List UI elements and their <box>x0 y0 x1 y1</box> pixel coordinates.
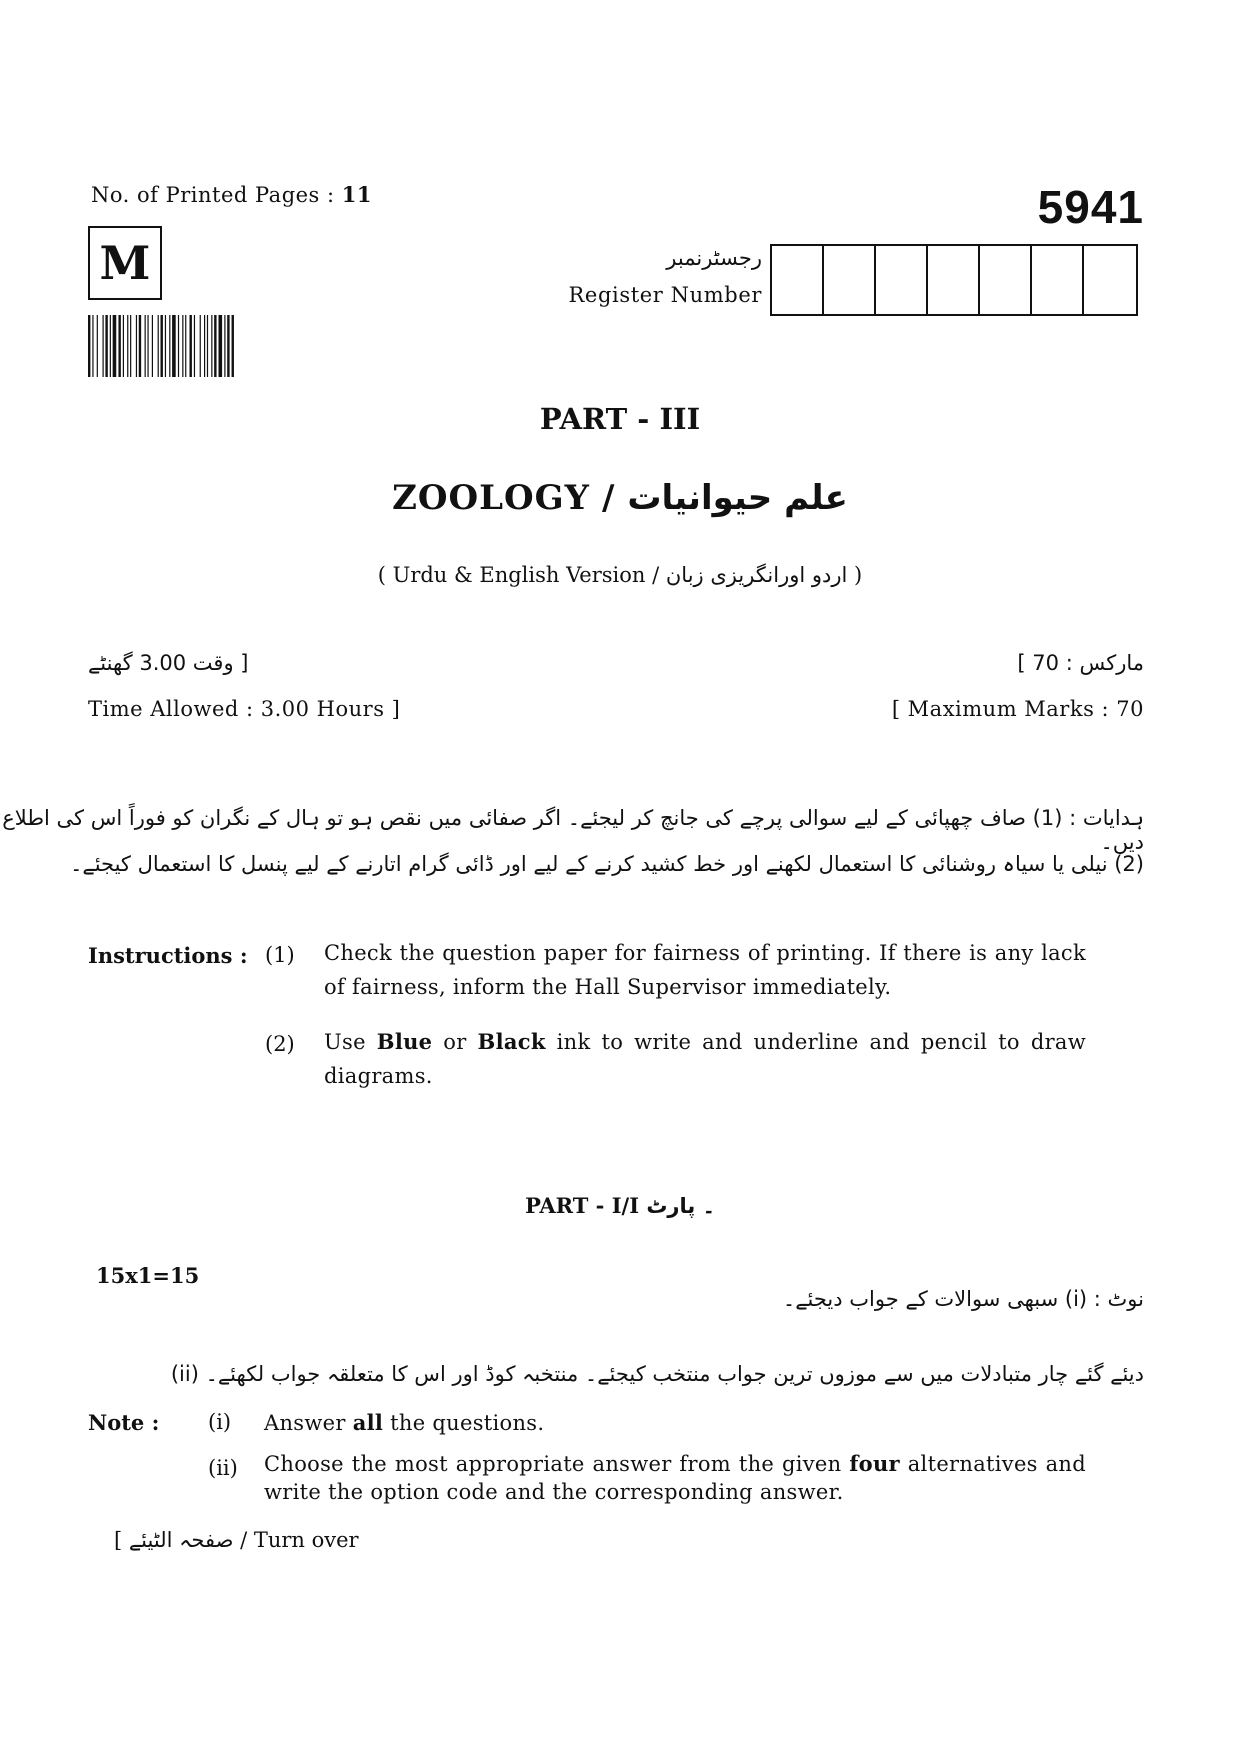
time-allowed-urdu: [ وقت 3.00 گھنٹے <box>88 651 249 675</box>
note-2-bold: four <box>849 1451 900 1476</box>
urdu-instruction-1: ہدایات : (1) صاف چھپائی کے لیے سوالی پرچے کی جانچ کر لیجئے۔ اگر صفائی میں نقص ہو تو ہال کے نگران کو فوراً اس کی اطلاع دیں۔ <box>2 806 1144 854</box>
note-1-bold: all <box>352 1410 384 1435</box>
subject-separator: / <box>601 478 616 518</box>
register-digit-box[interactable] <box>928 246 980 314</box>
barcode-icon <box>88 315 288 377</box>
part-i-heading <box>0 1193 1240 1218</box>
instruction-2-pre: Use <box>324 1030 377 1054</box>
register-digit-box[interactable] <box>980 246 1032 314</box>
note-2-number: (ii) <box>208 1456 238 1480</box>
register-label: Register Number <box>568 283 762 307</box>
instruction-2-mid: or <box>432 1030 478 1054</box>
register-number-boxes[interactable] <box>770 244 1138 316</box>
urdu-note-2: (ii) دیئے گئے چار متبادلات میں سے موزوں ترین جواب منتخب کیجئے۔ منتخبہ کوڈ اور اس کا متعلقہ جواب لکھئے۔ <box>170 1362 1144 1386</box>
note-label: Note : <box>88 1410 160 1435</box>
subject-title <box>0 478 1240 518</box>
note-1-text <box>264 1410 544 1435</box>
note-1-number: (i) <box>208 1410 232 1434</box>
instruction-2-blue: Blue <box>376 1029 433 1054</box>
note-1-post: the questions. <box>383 1411 545 1435</box>
register-digit-box[interactable] <box>772 246 824 314</box>
max-marks-urdu: مارکس : 70 ] <box>1017 651 1144 675</box>
subject-en: ZOOLOGY <box>392 478 590 518</box>
printed-pages <box>91 182 372 207</box>
urdu-note-1: نوٹ : (i) سبھی سوالات کے جواب دیجئے۔ <box>782 1287 1144 1311</box>
instruction-1-number: (1) <box>265 943 295 967</box>
instruction-2-number: (2) <box>265 1032 295 1056</box>
part-i-label: PART - I/I <box>525 1193 640 1218</box>
medium-code-box: M <box>88 226 162 300</box>
paper-code: 5941 <box>1037 181 1144 233</box>
subject-urdu: علم حیوانیات <box>627 478 848 518</box>
turn-over: [ صفحہ الٹیئے / Turn over <box>114 1528 359 1552</box>
marks-allocation: 15x1=15 <box>96 1263 200 1288</box>
instruction-2-text <box>324 1025 1086 1093</box>
part-i-label-urdu: ۔ پارٹ <box>646 1194 715 1218</box>
printed-pages-value: 11 <box>341 182 372 207</box>
part-title: PART - III <box>539 402 701 436</box>
instructions-label: Instructions : <box>88 943 248 968</box>
instruction-2-post: ink to write and underline and pencil to draw diagrams. <box>324 1030 1087 1088</box>
urdu-instruction-2: (2) نیلی یا سیاہ روشنائی کا استعمال لکھنے اور خط کشید کرنے کے لیے اور ڈائی گرام اتارنے کے لیے پنسل کا استعمال کیجئے۔ <box>70 852 1144 876</box>
register-digit-box[interactable] <box>876 246 928 314</box>
note-2-text <box>264 1450 1086 1506</box>
register-digit-box[interactable] <box>1032 246 1084 314</box>
version-line: ( Urdu & English Version / اردو اورانگریزی زبان ) <box>377 563 863 587</box>
instruction-2-black: Black <box>477 1029 546 1054</box>
register-digit-box[interactable] <box>1084 246 1136 314</box>
time-allowed: Time Allowed : 3.00 Hours ] <box>88 697 401 721</box>
note-2-pre: Choose the most appropriate answer from the given <box>264 1452 850 1476</box>
max-marks: [ Maximum Marks : 70 <box>891 697 1144 721</box>
printed-pages-label: No. of Printed Pages : <box>91 183 342 207</box>
register-label-urdu: رجسٹرنمبر <box>666 246 762 270</box>
note-1-pre: Answer <box>264 1411 353 1435</box>
register-digit-box[interactable] <box>824 246 876 314</box>
note-2-post: alternatives and write the option code and the corresponding answer. <box>264 1452 1086 1504</box>
instruction-1-text: Check the question paper for fairness of printing. If there is any lack of fairness, inform the Hall Supervisor immediately. <box>324 941 1086 999</box>
